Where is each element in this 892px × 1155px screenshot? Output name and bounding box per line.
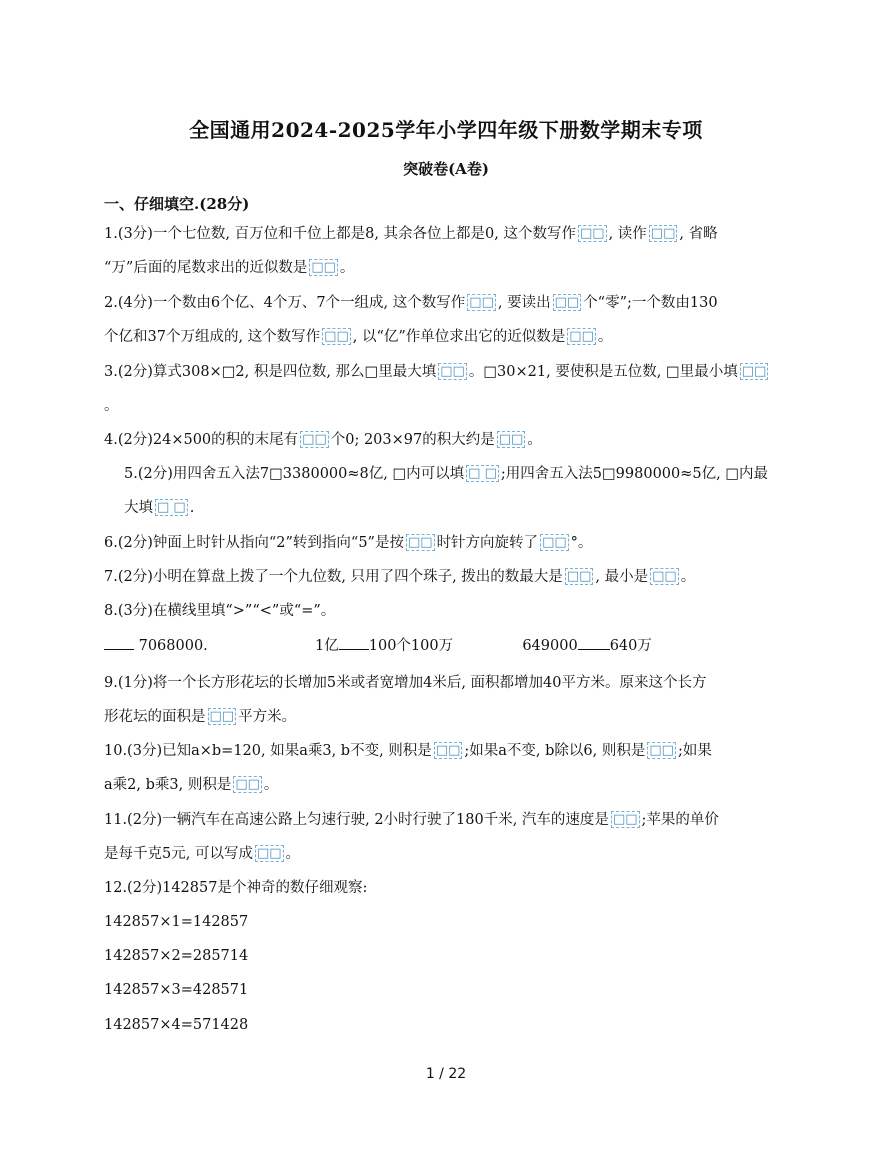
equation-line: 142857×2=285714 [104,948,249,964]
question-1-line-2: “万”后面的尾数求出的近似数是 □□ 。 [104,260,355,276]
comparison-blank[interactable] [578,649,610,650]
answer-blank[interactable]: □□ [256,846,282,861]
page-title: 全国通用2024-2025学年小学四年级下册数学期末专项 [189,118,703,142]
question-10-line-1: 10.(3分)已知a×b=120, 如果a乘3, b不变, 则积是 □□ ;如果a不变, b除以6, 则积是 □□ ;如果 [104,743,712,759]
question-9-line-1: 9.(1分)将一个长方形花坛的长增加5米或者宽增加4米后, 面积都增加40平方米。原来这个长方 [104,675,707,691]
answer-blank[interactable]: □□ [311,260,336,275]
answer-blank[interactable]: □□ [612,812,638,827]
answer-blank[interactable]: □□ [324,329,349,344]
answer-blank[interactable]: □□ [235,777,260,792]
answer-blank[interactable]: □ □ [468,466,497,481]
answer-blank[interactable]: □□ [569,329,594,344]
answer-blank[interactable]: □□ [566,569,592,584]
question-2-line-1: 2.(4分)一个数由6个亿、4个万、7个一组成, 这个数写作 □□ , 要读出 □□ 个“零”;一个数由130 [104,295,718,311]
question-8-items: 7068000. 1亿 100个100万 649000 640万 [104,636,652,656]
answer-blank[interactable]: □□ [741,364,767,379]
answer-blank[interactable]: □□ [649,743,674,758]
section-heading: 一、仔细填空.(28分) [104,195,250,213]
question-5-line-1: 5.(2分)用四舍五入法7□3380000≈8亿, □内可以填 □ □ ;用四舍五入法5□9980000≈5亿, □内最 [124,466,769,482]
question-8: 8.(3分)在横线里填“>”“<”或“=”。 [104,603,336,619]
answer-blank[interactable]: □□ [435,743,461,758]
equation-line: 142857×1=142857 [104,914,249,930]
question-2-line-2: 个亿和37个万组成的, 这个数写作 □□ , 以“亿”作单位求出它的近似数是 □□ 。 [104,329,613,345]
answer-blank[interactable]: □□ [579,226,605,241]
answer-blank[interactable]: □□ [652,569,677,584]
question-4: 4.(2分)24×500的积的末尾有 □□ 个0; 203×97的积大约是 □□ 。 [104,432,542,448]
answer-blank[interactable]: □□ [440,364,465,379]
page-subtitle: 突破卷(A卷) [403,160,489,178]
question-1-line-1: 1.(3分)一个七位数, 百万位和千位上都是8, 其余各位上都是0, 这个数写作 □□ , 读作 □□ , 省略 [104,226,718,242]
equation-line: 142857×3=428571 [104,982,249,998]
answer-blank[interactable]: □□ [469,295,494,310]
comparison-blank[interactable] [104,649,134,650]
question-12: 12.(2分)142857是个神奇的数仔细观察: [104,880,368,896]
answer-blank[interactable]: □□ [407,535,433,550]
question-3-line-1: 3.(2分)算式308×□2, 积是四位数, 那么□里最大填 □□ 。□30×21, 要使积是五位数, □里最小填 □□ [104,364,767,380]
question-5-line-2: 大填 □ □ . [124,500,195,516]
answer-blank[interactable]: □□ [498,432,524,447]
answer-blank[interactable]: □□ [209,709,235,724]
equation-line: 142857×4=571428 [104,1017,249,1033]
comparison-blank[interactable] [339,649,369,650]
page-number: 1 / 22 [425,1066,467,1082]
question-11-line-2: 是每千克5元, 可以写成 □□ 。 [104,846,301,862]
question-9-line-2: 形花坛的面积是 □□ 平方米。 [104,709,297,725]
answer-blank[interactable]: □ □ [157,500,186,515]
answer-blank[interactable]: □□ [554,295,580,310]
answer-blank[interactable]: □□ [302,432,327,447]
question-10-line-2: a乘2, b乘3, 则积是 □□ 。 [104,777,279,793]
question-7: 7.(2分)小明在算盘上拨了一个九位数, 只用了四个珠子, 拨出的数最大是 □□ , 最小是 □□ 。 [104,569,696,585]
question-6: 6.(2分)钟面上时针从指向“2”转到指向“5”是按 □□ 时针方向旋转了 □□ °。 [104,535,593,551]
answer-blank[interactable]: □□ [542,535,567,550]
answer-blank[interactable]: □□ [650,226,676,241]
question-3-line-2: 。 [104,398,119,414]
question-11-line-1: 11.(2分)一辆汽车在高速公路上匀速行驶, 2小时行驶了180千米, 汽车的速度是 □□ ;苹果的单价 [104,812,719,828]
